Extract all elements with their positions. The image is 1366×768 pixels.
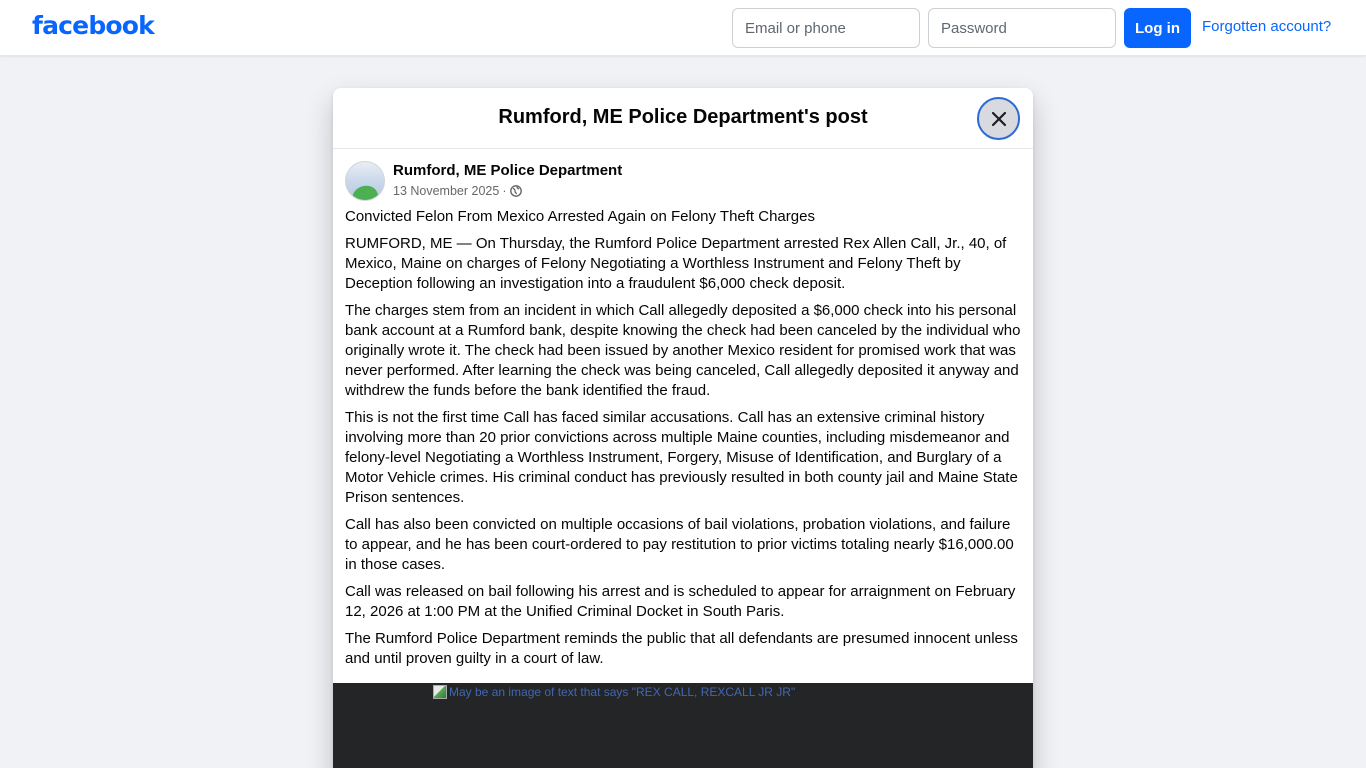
password-input[interactable] bbox=[928, 8, 1116, 48]
forgotten-account-link[interactable]: Forgotten account? bbox=[1202, 18, 1332, 35]
post-paragraph: Call was released on bail following his arrest and is scheduled to appear for arraignment on February 12, 2026 at 1:00 PM at the Unified Criminal Docket in South Paris. bbox=[345, 583, 1016, 620]
post-date[interactable]: 13 November 2025 bbox=[393, 184, 500, 198]
meta-separator: · bbox=[502, 184, 507, 198]
post-media[interactable] bbox=[333, 683, 1033, 768]
post-headline: Convicted Felon From Mexico Arrested Again on Felony Theft Charges bbox=[345, 208, 815, 225]
log-in-button[interactable]: Log in bbox=[1124, 8, 1191, 48]
post-paragraph: RUMFORD, ME — On Thursday, the Rumford Police Department arrested Rex Allen Call, Jr., 40, of Mexico, Maine on charges of Felony Negotiating a Worthless Instrument and Felony Theft by Deception following an investigation into a fraudulent $6,000 check deposit. bbox=[345, 235, 1007, 292]
post-meta bbox=[393, 184, 522, 198]
image-alt-text: May be an image of text that says "REX CALL, REXCALL JR JR" bbox=[449, 685, 796, 699]
post-paragraph: The charges stem from an incident in which Call allegedly deposited a $6,000 check into his personal bank account at a Rumford bank, despite knowing the check had been canceled by the individual who originally wrote it. The check had been issued by another Mexico resident for promised work that was never performed. After learning the check was being canceled, Call allegedly deposited it anyway and withdrew the funds before the bank identified the fraud. bbox=[345, 302, 1021, 399]
post-image-placeholder[interactable] bbox=[433, 685, 795, 699]
top-navigation-bar bbox=[0, 0, 1366, 56]
post-paragraph: This is not the first time Call has faced similar accusations. Call has an extensive criminal history involving more than 20 prior convictions across multiple Maine counties, including misdemeanor and felony-level Negotiating a Worthless Instrument, Forgery, Misuse of Identification, and Burglary of a Motor Vehicle crimes. His criminal conduct has previously resulted in both county jail and Maine State Prison sentences. bbox=[345, 409, 1018, 506]
post-author[interactable]: Rumford, ME Police Department bbox=[393, 162, 623, 179]
page-avatar[interactable] bbox=[345, 161, 385, 201]
avatar-image bbox=[349, 182, 381, 201]
post-paragraph: The Rumford Police Department reminds the public that all defendants are presumed innocent unless and until proven guilty in a court of law. bbox=[345, 630, 1018, 667]
post-header bbox=[333, 161, 1033, 211]
post-dialog bbox=[333, 88, 1033, 768]
email-or-phone-input[interactable] bbox=[732, 8, 920, 48]
close-icon bbox=[991, 111, 1007, 127]
dialog-header bbox=[333, 88, 1033, 149]
globe-icon bbox=[510, 185, 522, 197]
broken-image-icon bbox=[433, 685, 447, 699]
dialog-title: Rumford, ME Police Department's post bbox=[498, 106, 868, 128]
facebook-logo[interactable]: facebook bbox=[32, 11, 154, 40]
post-text bbox=[333, 207, 1033, 669]
close-button[interactable] bbox=[977, 97, 1020, 140]
post-paragraph: Call has also been convicted on multiple occasions of bail violations, probation violations, and failure to appear, and he has been court-ordered to pay restitution to prior victims totaling nearly $16,000.00 in those cases. bbox=[345, 516, 1014, 573]
